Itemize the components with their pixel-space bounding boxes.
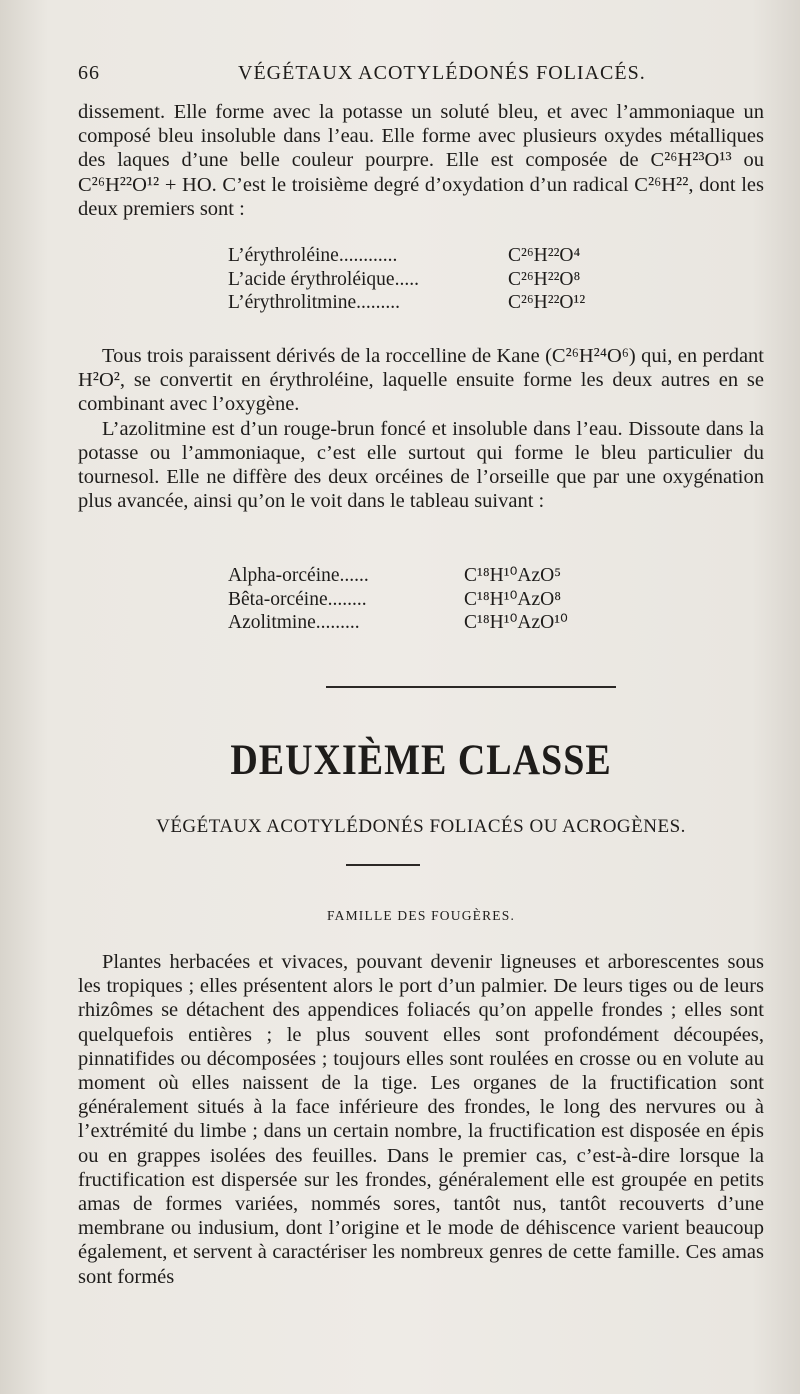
formula-row — [78, 244, 764, 268]
compound-formula: C¹⁸H¹⁰AzO⁸ — [464, 588, 562, 610]
compound-name: L’acide érythroléique..... — [228, 268, 419, 290]
formula-row — [78, 268, 764, 292]
erythroleine-formula-table — [78, 244, 764, 315]
compound-formula: C¹⁸H¹⁰AzO⁵ — [464, 565, 562, 586]
paragraph-orceine-properties: dissement. Elle forme avec la potasse un soluté bleu, et avec l’ammoniaque un composé bleu insoluble dans l’eau. Elle forme avec plusieurs oxydes métalliques des laques d’une belle couleur pourpre. Elle est composée de C²⁶H²³O¹³ ou C²⁶H²²O¹² + HO. C’est le troisième degré d’oxydation d’un radical C²⁶H²², dont les deux premiers sont : — [78, 101, 764, 220]
compound-formula: C²⁶H²²O¹² — [508, 292, 586, 313]
running-head — [78, 62, 760, 92]
class-heading — [78, 735, 764, 798]
running-title: VÉGÉTAUX ACOTYLÉDONÉS FOLIACÉS. — [238, 62, 646, 84]
paragraph-roccelline: Tous trois paraissent dérivés de la roccelline de Kane (C²⁶H²⁴O⁶) qui, en perdant H²O², se convertit en érythroléine, laquelle ensuite forme les deux autres en se combinant avec l’oxygène. — [78, 345, 764, 416]
formula-row — [78, 564, 764, 588]
class-title: DEUXIÈME CLASSE — [230, 735, 612, 785]
compound-name: L’érythrolitmine......... — [228, 292, 401, 313]
paragraph-block — [78, 344, 764, 513]
paragraph-fougeres — [78, 950, 764, 1289]
section-divider — [326, 686, 616, 688]
family-heading — [78, 908, 764, 932]
compound-formula: C¹⁸H¹⁰AzO¹⁰ — [464, 612, 568, 633]
compound-name: Alpha-orcéine...... — [228, 565, 369, 586]
formula-row — [78, 291, 764, 315]
paragraph-azolitmine: L’azolitmine est d’un rouge-brun foncé et insoluble dans l’eau. Dissoute dans la potasse ou l’ammoniaque, c’est elle surtout qui forme le bleu particulier du tournesol. Elle ne diffère des deux orcéines de l’orseille que par une oxygénation plus avancée, ainsi qu’on le voit dans le tableau suivant : — [78, 417, 764, 513]
family-title: FAMILLE DES FOUGÈRES. — [326, 908, 516, 923]
compound-name: L’érythroléine............ — [228, 245, 398, 266]
compound-formula: C²⁶H²²O⁸ — [508, 268, 581, 290]
compound-name: Azolitmine......... — [228, 612, 360, 633]
paragraph-fern-description: Plantes herbacées et vivaces, pouvant devenir ligneuses et arborescentes sous les tropiques ; elles présentent alors le port d’un palmier. De leurs tiges ou de leurs rhizômes se détachent des appendices foliacés qu’on appelle frondes ; elles sont quelquefois entières ; le plus souvent elles sont profondément découpées, pinnatifides ou décomposées ; toujours elles sont roulées en crosse ou en volute au moment où elles naissent de la tige. Les organes de la fructification sont généralement situés à la face inférieure des frondes, le long des nervures ou à l’extrémité du limbe ; dans un certain nombre, la fructification est disposée en épis ou en grappes isolées des feuilles. Dans le premier cas, c’est-à-dire lorsque la fructification est dispersée sur les frondes, généralement elle est groupée en petits amas de formes variées, nommés sores, tantôt nus, tantôt recouverts d’une membrane ou indusium, dont l’origine et le mode de déhiscence varient beaucoup également, et servent à caractériser les nombreux genres de cette famille. Ces amas sont formés — [78, 951, 764, 1288]
class-subtitle: VÉGÉTAUX ACOTYLÉDONÉS FOLIACÉS OU ACROGÈNES. — [156, 816, 686, 837]
class-subheading — [78, 816, 764, 846]
compound-formula: C²⁶H²²O⁴ — [508, 245, 581, 266]
page-number: 66 — [78, 62, 100, 84]
short-divider — [346, 864, 420, 866]
orceine-formula-table — [78, 564, 764, 635]
compound-name: Bêta-orcéine........ — [228, 588, 367, 610]
paragraph-continuation — [78, 100, 764, 221]
formula-row — [78, 588, 764, 612]
formula-row — [78, 611, 764, 635]
